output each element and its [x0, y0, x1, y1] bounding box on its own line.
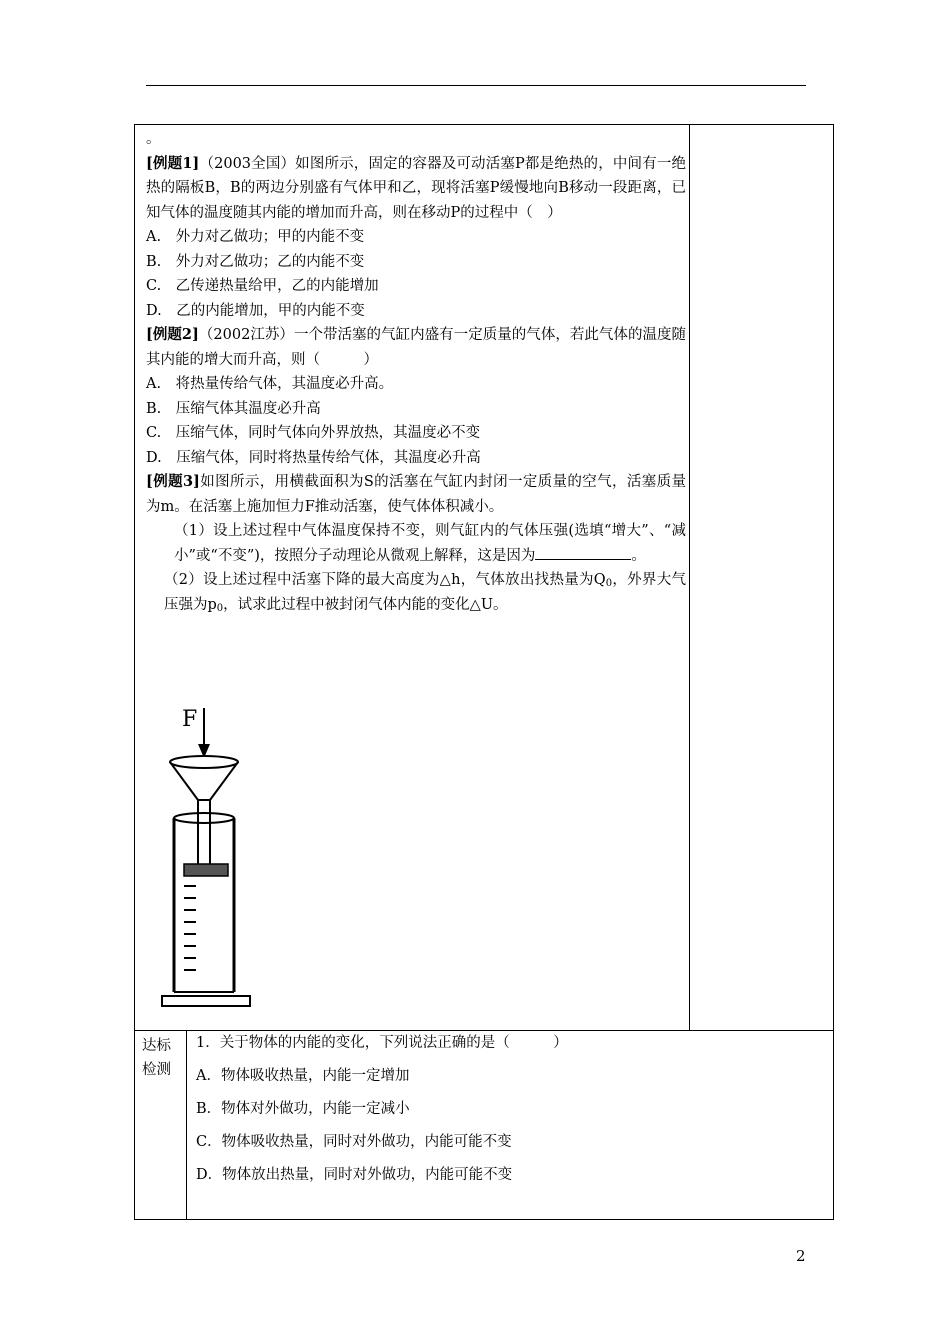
- piston: [184, 864, 228, 876]
- header-rule: [146, 85, 806, 86]
- check-option-c: C．物体吸收热量，同时对外做功，内能可能不变: [196, 1134, 512, 1150]
- example-1-option-d: D. 乙的内能增加，甲的内能不变: [146, 302, 365, 319]
- example-2-option-d: D. 压缩气体，同时将热量传给气体，其温度必升高: [146, 449, 481, 466]
- cylinder-piston-diagram: [158, 700, 258, 1020]
- lead-mark: 。: [146, 131, 161, 147]
- examples-content: [146, 127, 686, 617]
- example-2-option-a: A. 将热量传给气体，其温度必升高。: [146, 376, 394, 392]
- cylinder-base: [162, 996, 250, 1006]
- example-2-option-c: C. 压缩气体，同时气体向外界放热，其温度必不变: [146, 425, 481, 441]
- check-question: 1．关于物体的内能的变化，下列说法正确的是（ ）: [196, 1035, 568, 1051]
- table-divider-right: [689, 124, 690, 1030]
- answer-blank: [535, 545, 631, 560]
- cylinder-top: [174, 813, 234, 823]
- example-1-option-b: B. 外力对乙做功；乙的内能不变: [146, 253, 365, 270]
- example-3-stem: [例题3]如图所示，用横截面积为S的活塞在气缸内封闭一定质量的空气，活塞质量为m。在活塞上施加恒力F推动活塞，使气体体积减小。: [146, 473, 686, 515]
- cylinder-piston-figure: [158, 700, 258, 1020]
- funnel-rim: [170, 756, 238, 768]
- page-number: 2: [796, 1247, 806, 1265]
- example-3-question-2: （2）设上述过程中活塞下降的最大高度为△h，气体放出找热量为$Q_0$，外界大气压强为$p_0$，试求此过程中被封闭气体内能的变化△U。: [164, 572, 686, 614]
- example-1-label: [例题1]: [146, 154, 200, 172]
- example-3-question-1: （1）设上述过程中气体温度保持不变，则气缸内的气体压强(选填“增大”、“减小”或“不变”)，按照分子动理论从微观上解释，这是因为 。: [174, 523, 686, 564]
- example-1-option-a: A. 外力对乙做功；甲的内能不变: [146, 229, 365, 245]
- example-3-label: [例题3]: [146, 473, 200, 490]
- check-option-a: A．物体吸收热量，内能一定增加: [196, 1068, 410, 1084]
- example-1-option-c: C. 乙传递热量给甲，乙的内能增加: [146, 278, 379, 294]
- example-2-label: [例题2]: [146, 326, 199, 343]
- example-2-stem: [例题2]（2002江苏）一个带活塞的气缸内盛有一定质量的气体，若此气体的温度随其内能的增大而升高，则（ ）: [146, 326, 687, 368]
- table-divider-label: [186, 1030, 187, 1220]
- force-label: F: [182, 707, 198, 732]
- example-2-option-b: B. 压缩气体其温度必升高: [146, 400, 321, 417]
- check-option-d: D．物体放出热量，同时对外做功，内能可能不变: [196, 1167, 513, 1183]
- example-1-stem: [例题1]（2003全国）如图所示，固定的容器及可动活塞P都是绝热的，中间有一绝热的隔板B，B的两边分别盛有气体甲和乙，现将活塞P缓慢地向B移动一段距离，已知气体的温度随其内能的增加而升高，则在移动P的过程中（ ）: [146, 154, 687, 221]
- check-option-b: B．物体对外做功，内能一定减小: [196, 1101, 410, 1117]
- check-label: 达标 检测: [142, 1038, 171, 1078]
- check-content: [196, 1031, 816, 1196]
- cylinder-scale: [184, 886, 196, 970]
